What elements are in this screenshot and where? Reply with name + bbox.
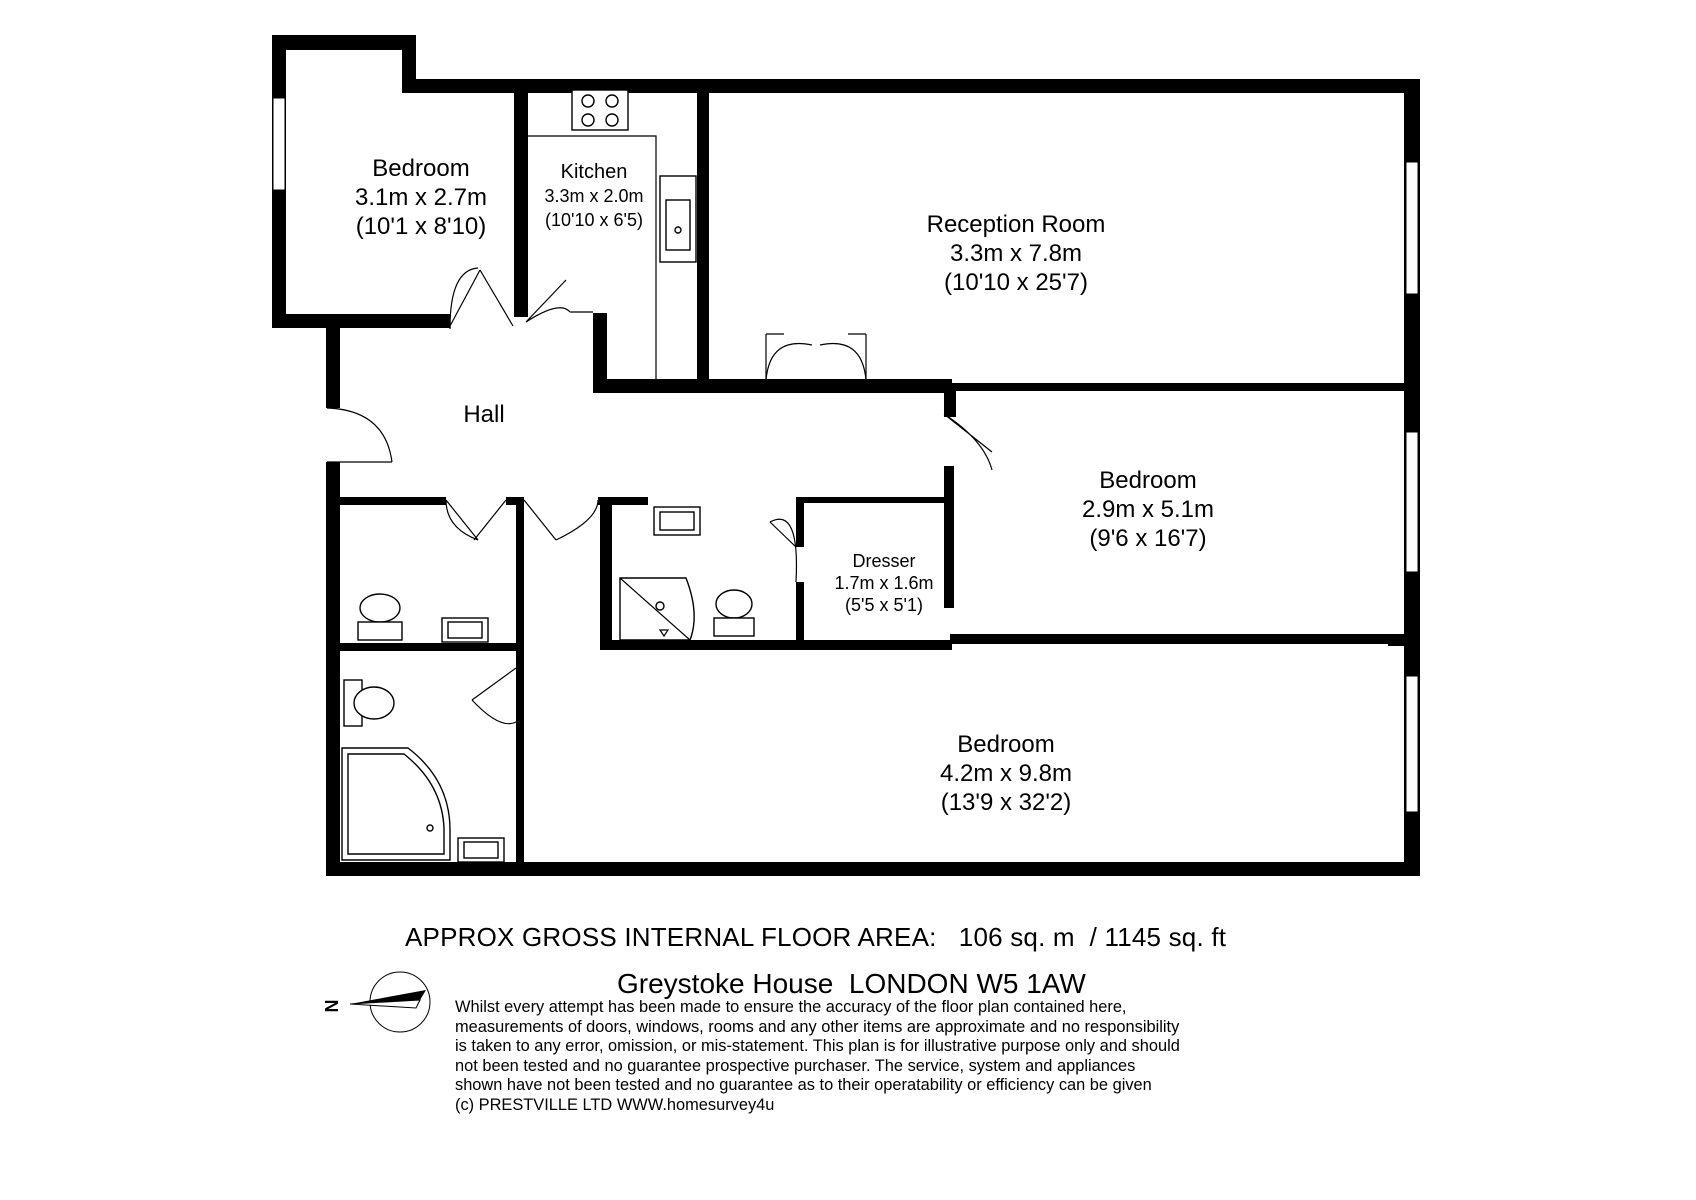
basin-icon: [442, 618, 488, 642]
basin-icon: [458, 838, 504, 862]
room-imperial: (10'1 x 8'10): [355, 213, 487, 240]
disclaimer-line: measurements of doors, windows, rooms and any other items are approximate and no responsibility: [455, 1017, 1180, 1036]
room-imperial: (10'10 x 25'7): [944, 269, 1088, 296]
toilet-icon: [358, 594, 402, 640]
copyright-line: (c) PRESTVILLE LTD WWW.homesurvey4u: [455, 1095, 775, 1114]
shower-icon: [620, 578, 694, 640]
toilet-icon: [714, 590, 754, 636]
room-name: Kitchen: [560, 161, 628, 183]
room-metric: 3.1m x 2.7m: [354, 184, 488, 211]
room-metric: 3.3m x 7.8m: [949, 240, 1083, 267]
disclaimer: [455, 998, 1335, 1116]
room-metric: 4.2m x 9.8m: [939, 760, 1073, 787]
room-name: Hall: [463, 401, 505, 428]
room-imperial: (13'9 x 32'2): [940, 789, 1072, 816]
room-metric: 2.9m x 5.1m: [1081, 496, 1215, 523]
address-text: Greystoke House LONDON W5 1AW: [617, 968, 1086, 999]
compass-icon: [322, 972, 430, 1032]
room-name: Bedroom: [372, 155, 470, 182]
room-metric: 1.7m x 1.6m: [834, 573, 934, 593]
room-name: Dresser: [852, 551, 916, 571]
disclaimer-line: is taken to any error, omission, or mis-statement. This plan is for illustrative purpose only and should: [455, 1037, 1180, 1056]
room-imperial: (5'5 x 5'1): [845, 595, 923, 615]
disclaimer-line: Whilst every attempt has been made to ensure the accuracy of the floor plan contained here,: [455, 998, 1127, 1016]
room-metric: 3.3m x 2.0m: [544, 186, 644, 206]
room-name: Reception Room: [926, 211, 1106, 238]
room-name: Bedroom: [957, 731, 1055, 758]
doors: [327, 268, 992, 724]
disclaimer-line: not been tested and no guarantee prospective purchaser. The service, system and appliances: [455, 1056, 1136, 1075]
toilet-icon: [344, 680, 394, 726]
room-imperial: (9'6 x 16'7): [1089, 525, 1207, 552]
basin-icon: [654, 507, 700, 535]
hob-icon: [572, 90, 628, 130]
room-imperial: (10'10 x 6'5): [545, 210, 643, 230]
compass-north-label: N: [322, 999, 342, 1013]
disclaimer-line: shown have not been tested and no guarantee as to their operatability or efficiency can be given: [455, 1076, 1152, 1095]
kitchen-sink-icon: [660, 176, 696, 262]
room-labels: [355, 155, 1214, 816]
room-name: Bedroom: [1099, 467, 1197, 494]
bath-icon: [342, 748, 450, 860]
floor-area-text: APPROX GROSS INTERNAL FLOOR AREA: 106 sq. m / 1145 sq. ft: [405, 922, 1227, 952]
